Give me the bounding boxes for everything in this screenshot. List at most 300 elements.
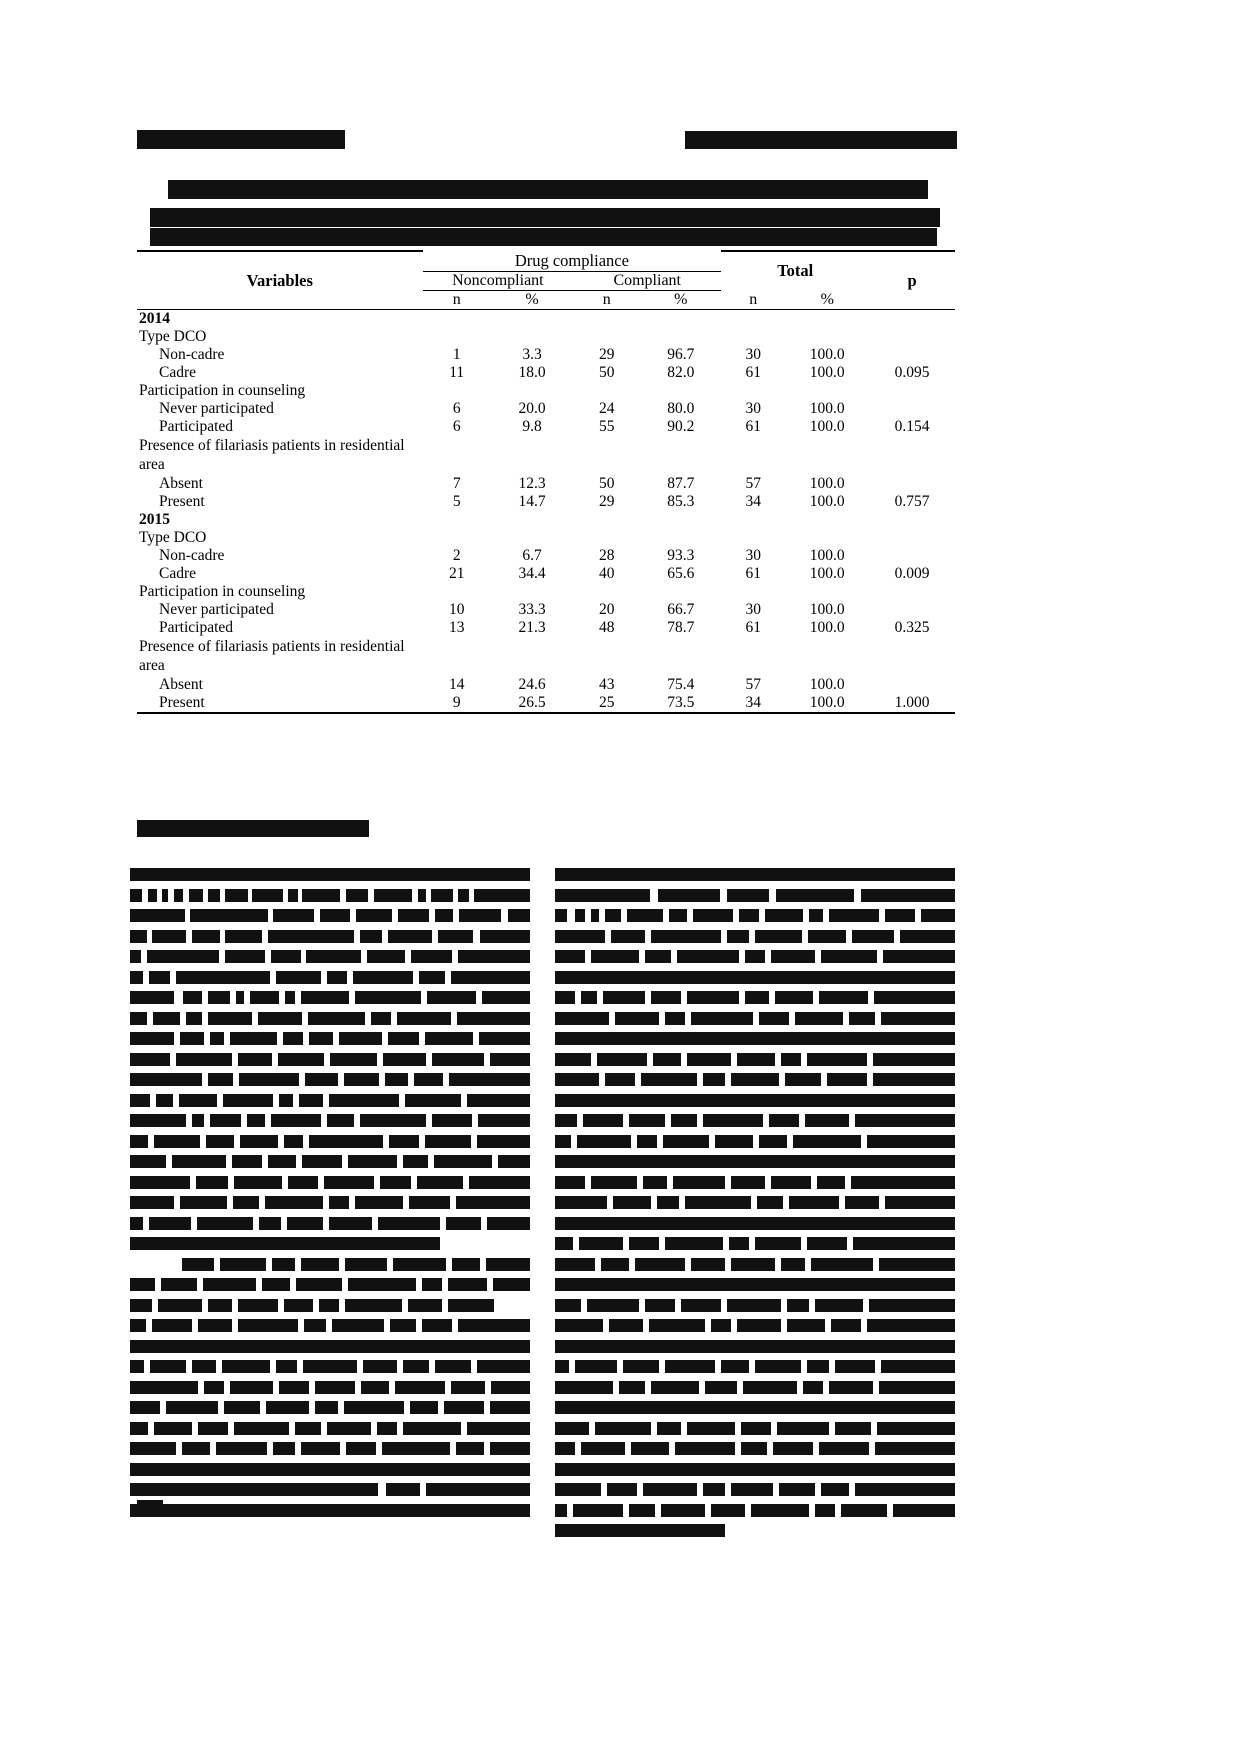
table-cell-empty	[491, 529, 573, 547]
redacted-text-segment	[339, 1032, 382, 1045]
column-header-variables: Variables	[246, 270, 313, 290]
redacted-text-segment	[301, 991, 349, 1004]
redacted-text-segment	[609, 1319, 643, 1332]
redacted-text-line	[130, 1114, 530, 1126]
redacted-text-segment	[149, 971, 170, 984]
table-cell-empty	[491, 511, 573, 529]
redacted-text-segment	[272, 1258, 295, 1271]
redacted-text-segment	[555, 1196, 607, 1209]
redacted-text-segment	[645, 1299, 675, 1312]
redacted-text-line	[555, 1053, 955, 1065]
table-cell-compliant-pct: 80.0	[667, 400, 695, 417]
redacted-text-segment	[353, 971, 413, 984]
table-cell-empty	[573, 382, 640, 400]
table-cell-empty	[491, 328, 573, 346]
redacted-text-segment	[508, 909, 530, 922]
redacted-text-segment	[643, 1483, 697, 1496]
redacted-text-segment	[162, 889, 168, 902]
redacted-text-segment	[250, 991, 279, 1004]
redacted-text-segment	[491, 1381, 530, 1394]
redacted-text-line	[130, 1176, 530, 1188]
redacted-text-segment	[555, 1340, 955, 1353]
redacted-text-segment	[677, 950, 739, 963]
redacted-text-segment	[432, 1114, 472, 1127]
redacted-text-segment	[727, 1299, 781, 1312]
table-cell-compliant-pct: 66.7	[667, 600, 695, 618]
redacted-text-segment	[418, 889, 426, 902]
table-cell-noncompliant-n: 21	[448, 564, 465, 582]
redacted-text-line	[555, 950, 955, 962]
redacted-text-segment	[807, 1360, 829, 1373]
redacted-text-line	[130, 1073, 530, 1085]
redacted-text-line	[130, 1053, 530, 1065]
table-cell-p-value: 0.154	[894, 418, 930, 435]
redacted-text-segment	[855, 1483, 955, 1496]
redacted-text-segment	[130, 1237, 440, 1250]
redacted-text-segment	[619, 1381, 645, 1394]
table-cell-total-n: 57	[745, 675, 761, 693]
table-cell-empty	[640, 529, 721, 547]
redacted-text-segment	[414, 1073, 443, 1086]
redacted-text-segment	[595, 1422, 651, 1435]
redacted-text-segment	[815, 1299, 863, 1312]
table-cell-p-value: 0.095	[894, 364, 930, 381]
redacted-text-segment	[615, 1012, 659, 1025]
table-cell-compliant-pct: 85.3	[667, 492, 695, 510]
redacted-text-segment	[819, 991, 868, 1004]
redacted-text-segment	[771, 950, 815, 963]
redacted-text-segment	[769, 1114, 799, 1127]
redacted-text-segment	[555, 1155, 955, 1168]
redacted-text-segment	[555, 1217, 955, 1230]
redacted-text-segment	[869, 1299, 955, 1312]
redacted-text-segment	[345, 1258, 387, 1271]
redacted-text-segment	[130, 1073, 202, 1086]
redacted-text-segment	[398, 909, 429, 922]
redacted-text-segment	[233, 1196, 259, 1209]
redacted-text-segment	[385, 1073, 408, 1086]
table-cell-compliant-n: 50	[599, 364, 615, 381]
subcolumn-header-noncompliant-n: n	[452, 291, 461, 308]
redacted-text-segment	[435, 1360, 471, 1373]
redacted-text-segment	[278, 1053, 324, 1066]
redacted-text-segment	[319, 1299, 339, 1312]
redacted-text-segment	[360, 930, 382, 943]
redacted-text-line	[555, 1463, 955, 1475]
redacted-text-segment	[555, 1012, 609, 1025]
redacted-text-segment	[855, 1114, 955, 1127]
table-cell-compliant-pct: 82.0	[667, 364, 695, 381]
redacted-text-segment	[130, 1442, 176, 1455]
redacted-text-segment	[883, 950, 955, 963]
redacted-text-segment	[591, 950, 639, 963]
redacted-text-segment	[448, 1299, 494, 1312]
redacted-text-line	[555, 971, 955, 983]
redacted-text-segment	[745, 991, 769, 1004]
redacted-text-segment	[681, 1299, 721, 1312]
redacted-text-segment	[741, 1422, 771, 1435]
redacted-text-segment	[675, 1442, 735, 1455]
table-section-year: 2015	[139, 510, 170, 528]
redacted-text-segment	[861, 889, 955, 902]
redacted-text-segment	[452, 1258, 480, 1271]
redacted-text-line	[555, 1278, 955, 1290]
table-cell-empty	[721, 637, 785, 676]
table-cell-compliant-pct: 75.4	[667, 675, 695, 693]
redacted-text-segment	[687, 991, 739, 1004]
redacted-text-segment	[309, 1135, 383, 1148]
redacted-text-segment	[627, 909, 663, 922]
table-cell-empty	[869, 511, 955, 529]
redacted-text-segment	[130, 1401, 160, 1414]
redacted-text-line	[555, 868, 955, 880]
redacted-text-segment	[776, 889, 854, 902]
redacted-text-segment	[346, 1442, 376, 1455]
subcolumn-header-total-pct: %	[820, 291, 834, 308]
redacted-text-segment	[555, 991, 575, 1004]
redacted-text-line	[130, 1278, 530, 1290]
table-cell-empty	[785, 583, 869, 601]
redacted-text-segment	[458, 889, 469, 902]
redacted-text-line	[130, 1401, 530, 1413]
table-cell-compliant-n: 20	[599, 600, 615, 618]
redacted-text-line	[555, 1073, 955, 1085]
table-cell-total-pct: 100.0	[809, 564, 845, 582]
redacted-text-line	[555, 889, 955, 901]
redacted-text-line	[555, 1319, 955, 1331]
redacted-text-segment	[348, 1278, 416, 1291]
table-cell-noncompliant-pct: 6.7	[522, 546, 542, 564]
redacted-text-segment	[691, 1012, 753, 1025]
redacted-text-segment	[673, 1176, 725, 1189]
redacted-text-segment	[777, 1422, 829, 1435]
table-row	[137, 346, 955, 364]
redacted-text-segment	[238, 1299, 278, 1312]
redacted-text-segment	[573, 1504, 623, 1517]
redacted-text-line	[555, 991, 955, 1003]
redacted-text-segment	[737, 1053, 775, 1066]
redacted-text-segment	[703, 1114, 763, 1127]
redacted-text-segment	[393, 1258, 446, 1271]
redacted-text-segment	[835, 1422, 871, 1435]
redacted-text-segment	[147, 950, 219, 963]
redacted-text-segment	[425, 1032, 473, 1045]
redacted-text-segment	[658, 889, 720, 902]
table-cell-total-pct: 100.0	[809, 693, 845, 711]
redacted-text-segment	[296, 1278, 342, 1291]
redacted-text-segment	[821, 950, 877, 963]
table-cell-p-value: 1.000	[894, 693, 930, 711]
redacted-text-segment	[252, 889, 283, 902]
redacted-text-line	[555, 1032, 955, 1044]
redacted-text-segment	[759, 1135, 787, 1148]
redacted-text-line	[555, 1258, 955, 1270]
redacted-text-segment	[383, 1053, 426, 1066]
table-cell-total-pct: 100.0	[809, 618, 845, 636]
redacted-text-segment	[729, 1237, 749, 1250]
table-cell-empty	[423, 511, 491, 529]
redacted-text-segment	[577, 1135, 631, 1148]
redacted-text-segment	[192, 930, 220, 943]
redacted-text-segment	[285, 991, 295, 1004]
redacted-text-segment	[266, 1401, 309, 1414]
redacted-text-segment	[649, 1319, 705, 1332]
redacted-text-segment	[583, 1114, 623, 1127]
redacted-text-segment	[486, 1258, 530, 1271]
redacted-text-segment	[130, 1114, 186, 1127]
table-cell-empty	[721, 511, 785, 529]
table-cell-total-pct: 100.0	[809, 492, 845, 510]
redacted-text-segment	[827, 1073, 867, 1086]
redacted-text-segment	[287, 1217, 323, 1230]
redacted-text-segment	[363, 1360, 397, 1373]
redacted-text-segment	[613, 1196, 651, 1209]
redacted-text-segment	[265, 1196, 323, 1209]
table-cell-empty	[423, 529, 491, 547]
redacted-text-segment	[705, 1381, 737, 1394]
table-cell-empty	[721, 382, 785, 400]
redacted-text-segment	[637, 1135, 657, 1148]
redacted-text-segment	[605, 1073, 635, 1086]
redacted-text-line	[130, 991, 530, 1003]
redacted-text-segment	[900, 930, 955, 943]
redacted-text-segment	[130, 1217, 143, 1230]
redacted-text-segment	[380, 1176, 411, 1189]
table-cell-empty	[785, 436, 869, 475]
redacted-text-segment	[238, 1053, 272, 1066]
table-bottom-rule	[491, 713, 573, 714]
table-cell-row-label: Participated	[159, 618, 234, 636]
redacted-text-segment	[330, 1053, 377, 1066]
redacted-text-segment	[687, 1053, 731, 1066]
redacted-text-segment	[230, 1381, 273, 1394]
table-cell-noncompliant-n: 5	[452, 492, 461, 510]
redacted-text-segment	[327, 1114, 354, 1127]
redacted-text-line	[130, 1360, 530, 1372]
redacted-text-segment	[458, 950, 530, 963]
redacted-text-segment	[182, 1442, 210, 1455]
redacted-text-segment	[152, 930, 186, 943]
table-cell-noncompliant-n: 14	[448, 675, 465, 693]
redacted-text-segment	[808, 930, 846, 943]
redacted-text-segment	[130, 868, 530, 881]
redacted-text-segment	[555, 1135, 571, 1148]
table-cell-empty	[640, 382, 721, 400]
redacted-text-segment	[262, 1278, 290, 1291]
redacted-text-segment	[348, 1155, 397, 1168]
redacted-text-segment	[581, 991, 597, 1004]
redacted-text-segment	[665, 1237, 723, 1250]
redacted-text-segment	[382, 1442, 450, 1455]
redacted-text-segment	[467, 1094, 530, 1107]
redacted-text-segment	[259, 1217, 281, 1230]
redacted-text-segment	[819, 1442, 869, 1455]
table-cell-total-pct: 100.0	[809, 546, 845, 564]
redacted-text-segment	[299, 1094, 323, 1107]
table-cell-noncompliant-pct: 21.3	[518, 618, 546, 636]
redacted-text-segment	[765, 909, 803, 922]
subcolumn-header-noncompliant-pct: %	[525, 291, 539, 308]
redacted-text-line	[555, 1135, 955, 1147]
redacted-text-segment	[130, 1299, 152, 1312]
redacted-text-segment	[759, 1012, 789, 1025]
redacted-text-segment	[197, 1217, 253, 1230]
redacted-text-line	[130, 1094, 530, 1106]
redacted-text-segment	[663, 1135, 709, 1148]
redacted-text-segment	[555, 950, 585, 963]
redacted-text-segment	[431, 889, 453, 902]
redacted-text-segment	[405, 1094, 461, 1107]
redacted-text-segment	[785, 1073, 821, 1086]
redacted-text-segment	[315, 1401, 338, 1414]
redacted-text-segment	[829, 909, 879, 922]
redacted-text-segment	[605, 909, 621, 922]
table-cell-noncompliant-n: 6	[452, 400, 461, 417]
redacted-text-segment	[411, 950, 452, 963]
table-variable-label: Presence of filariasis patients in residential area	[139, 437, 405, 474]
table-cell-noncompliant-n: 1	[452, 346, 461, 363]
redacted-text-segment	[555, 1278, 955, 1291]
table-variable-label: Presence of filariasis patients in residential area	[139, 637, 405, 675]
redacted-text-segment	[555, 1401, 955, 1414]
table-cell-empty	[640, 436, 721, 475]
redacted-text-segment	[378, 1217, 440, 1230]
redacted-text-segment	[575, 1360, 617, 1373]
redacted-text-segment	[629, 1237, 659, 1250]
redacted-text-segment	[835, 1360, 875, 1373]
redacted-text-segment	[371, 1012, 391, 1025]
table-cell-row-label: Present	[159, 693, 205, 711]
table-cell-p-value: 0.757	[894, 492, 930, 510]
redacted-text-segment	[456, 1442, 484, 1455]
redacted-text-segment	[498, 1155, 530, 1168]
redacted-text-line	[555, 1401, 955, 1413]
redacted-text-segment	[581, 1442, 625, 1455]
table-cell-total-n: 30	[745, 600, 761, 618]
redacted-text-segment	[425, 1135, 471, 1148]
redacted-text-segment	[130, 1196, 174, 1209]
redacted-text-line	[130, 950, 530, 962]
redacted-text-segment	[308, 1012, 365, 1025]
redacted-text-segment	[130, 1463, 530, 1476]
table-cell-empty	[785, 310, 869, 329]
redacted-text-segment	[449, 1073, 530, 1086]
redacted-text-segment	[490, 1401, 530, 1414]
redacted-text-segment	[555, 1114, 577, 1127]
table-cell-empty	[423, 382, 491, 400]
redacted-text-segment	[198, 1422, 228, 1435]
table-bottom-rule	[785, 713, 869, 714]
redacted-text-segment	[755, 1237, 801, 1250]
redacted-text-segment	[206, 1135, 234, 1148]
redacted-text-line	[130, 1237, 530, 1249]
redacted-text-segment	[875, 1442, 955, 1455]
table-cell-compliant-n: 48	[599, 618, 615, 636]
redacted-text-segment	[456, 1196, 530, 1209]
redacted-text-segment	[867, 1135, 955, 1148]
redacted-text-segment	[158, 1299, 202, 1312]
table-cell-empty	[573, 583, 640, 601]
table-cell-total-n: 57	[745, 474, 761, 492]
redacted-text-segment	[344, 1073, 379, 1086]
redacted-text-segment	[345, 1299, 402, 1312]
redacted-text-segment	[457, 1012, 530, 1025]
table-cell-empty	[573, 511, 640, 529]
redacted-text-segment	[555, 1483, 601, 1496]
redacted-text-segment	[208, 1012, 252, 1025]
redacted-text-line	[130, 971, 530, 983]
redacted-text-segment	[739, 909, 759, 922]
redacted-text-segment	[653, 1053, 681, 1066]
redacted-text-segment	[490, 1053, 530, 1066]
table-cell-total-pct: 100.0	[809, 364, 845, 381]
table-cell-noncompliant-pct: 20.0	[518, 400, 546, 417]
table-cell-empty	[785, 529, 869, 547]
redacted-text-segment	[283, 1032, 303, 1045]
redacted-text-line	[130, 868, 530, 880]
table-bottom-rule	[869, 713, 955, 714]
redacted-text-segment	[435, 909, 453, 922]
redacted-text-segment	[479, 1032, 530, 1045]
redacted-text-segment	[555, 1299, 581, 1312]
redacted-text-segment	[190, 909, 268, 922]
redacted-text-segment	[645, 950, 671, 963]
redacted-text-segment	[661, 1504, 705, 1517]
running-head-right-redacted	[685, 131, 957, 149]
redacted-text-segment	[745, 950, 765, 963]
table-caption-line-2-redacted	[150, 208, 940, 227]
redacted-text-segment	[130, 1504, 530, 1517]
redacted-text-segment	[555, 1360, 569, 1373]
table-cell-compliant-pct: 73.5	[667, 693, 695, 711]
redacted-text-segment	[555, 1073, 599, 1086]
redacted-text-segment	[493, 1278, 530, 1291]
redacted-text-segment	[301, 1258, 339, 1271]
redacted-text-segment	[224, 1401, 260, 1414]
redacted-text-segment	[225, 930, 262, 943]
table-cell-empty	[573, 637, 640, 676]
redacted-text-segment	[271, 950, 301, 963]
table-cell-empty	[491, 583, 573, 601]
table-cell-empty	[491, 436, 573, 475]
redacted-text-segment	[727, 889, 769, 902]
redacted-text-segment	[741, 1442, 767, 1455]
table-cell-empty	[423, 328, 491, 346]
redacted-text-segment	[284, 1135, 303, 1148]
table-cell-noncompliant-pct: 9.8	[522, 418, 542, 435]
table-cell-empty	[721, 529, 785, 547]
redacted-text-segment	[555, 1504, 567, 1517]
redacted-text-segment	[434, 1155, 492, 1168]
redacted-text-segment	[731, 1483, 773, 1496]
redacted-text-segment	[555, 1463, 955, 1476]
table-cell-total-pct: 100.0	[809, 400, 845, 417]
redacted-text-segment	[225, 889, 248, 902]
redacted-text-segment	[220, 1258, 266, 1271]
redacted-text-line	[130, 889, 530, 901]
redacted-text-line	[555, 1176, 955, 1188]
redacted-text-segment	[603, 991, 645, 1004]
redacted-text-segment	[240, 1135, 278, 1148]
redacted-text-segment	[775, 991, 813, 1004]
redacted-text-line	[130, 930, 530, 942]
table-cell-row-label: Non-cadre	[159, 346, 225, 363]
table-variable-label: Type DCO	[139, 328, 207, 345]
table-cell-total-n: 30	[745, 546, 761, 564]
redacted-text-segment	[279, 1094, 293, 1107]
redacted-text-segment	[853, 1237, 955, 1250]
redacted-text-segment	[389, 1135, 419, 1148]
